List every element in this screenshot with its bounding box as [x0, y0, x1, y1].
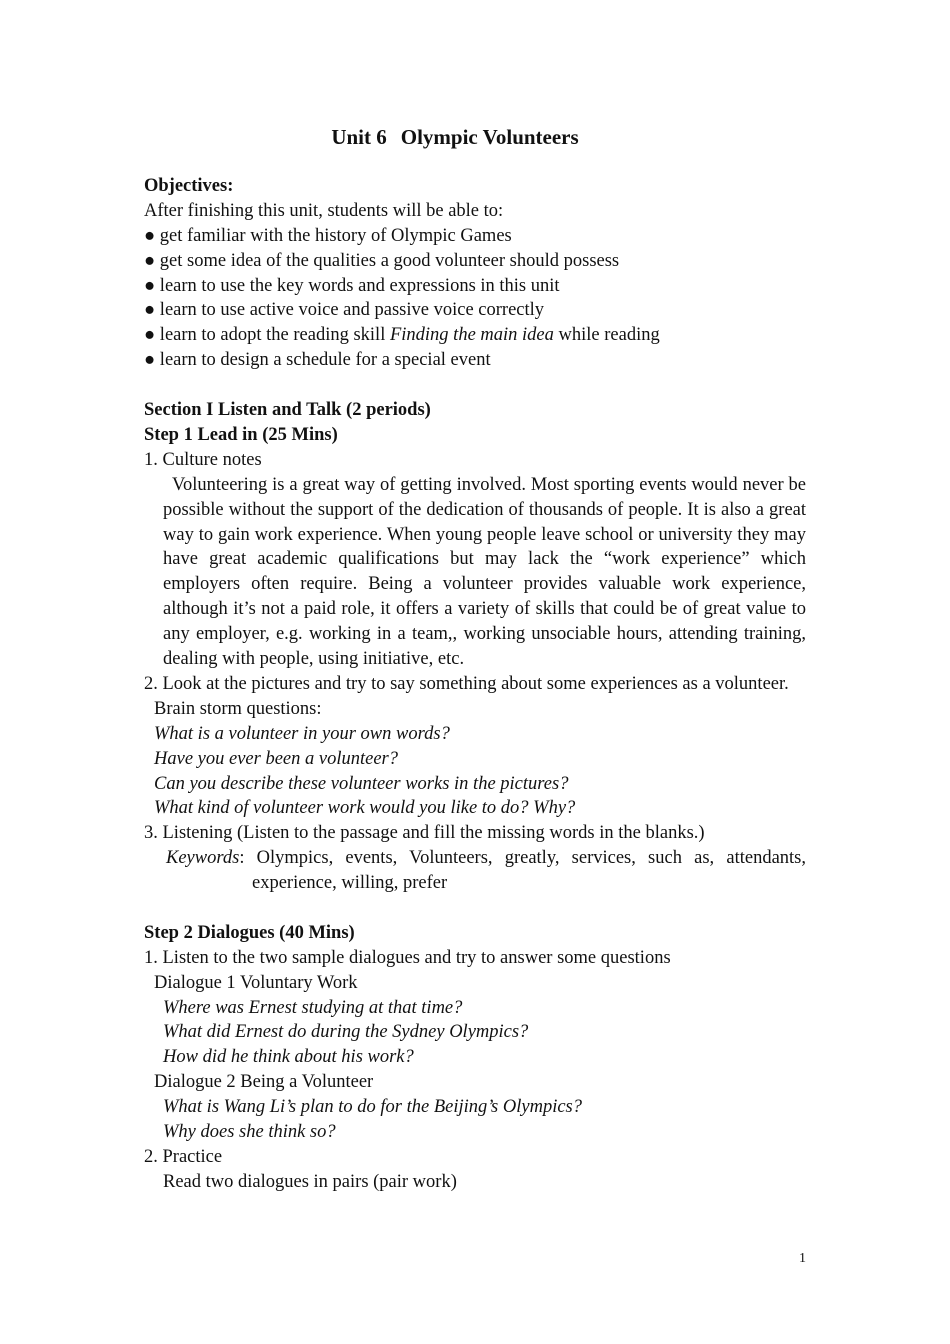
- objective-item: ● get familiar with the history of Olympic Games: [144, 225, 512, 246]
- step2-heading: Step 2 Dialogues (40 Mins): [144, 922, 355, 943]
- brainstorm-question: [144, 747, 806, 772]
- objective-text: ● learn to adopt the reading skill: [144, 325, 390, 346]
- question-text: What is Wang Li’s plan to do for the Beijing’s Olympics?: [163, 1097, 583, 1118]
- dialogue-question: [144, 996, 806, 1021]
- unit-number: Unit 6: [331, 125, 387, 149]
- pictures-task: 2. Look at the pictures and try to say something about some experiences as a volunteer.: [144, 673, 789, 694]
- question-text: Where was Ernest studying at that time?: [163, 997, 463, 1018]
- dialogue-question: [144, 1095, 806, 1120]
- objective-item: ● learn to use the key words and expressions in this unit: [144, 275, 560, 296]
- keywords-line: [144, 846, 806, 896]
- objective-item: ● get some idea of the qualities a good volunteer should possess: [144, 250, 620, 271]
- practice-text: Read two dialogues in pairs (pair work): [163, 1171, 457, 1192]
- dialogue-question: [144, 1120, 806, 1145]
- question-text: How did he think about his work?: [163, 1047, 414, 1068]
- question-text: What kind of volunteer work would you like to do? Why?: [154, 798, 576, 819]
- dialogue2-title: Dialogue 2 Being a Volunteer: [154, 1072, 374, 1093]
- question-text: What did Ernest do during the Sydney Olympics?: [163, 1022, 529, 1043]
- keywords-list: : Olympics, events, Volunteers, greatly, services, such as, attendants, experience, willing, prefer: [239, 848, 806, 894]
- objective-item: [144, 323, 806, 348]
- question-text: Why does she think so?: [163, 1122, 336, 1143]
- step1-heading: Step 1 Lead in (25 Mins): [144, 424, 338, 445]
- page-number: 1: [799, 1251, 806, 1266]
- culture-notes-text: Volunteering is a great way of getting involved. Most sporting events would never be possible without the support of the dedication of thousands of people. It is also a great way to gain work experience. When young people leave school or university they may have great academic qualifications but may lack the “work experience” which employers often require. Being a volunteer provides valuable work experience, although it’s not a paid role, it offers a variety of skills that could be of great value to any employer, e.g. working in a team,, working unsociable hours, attending training, dealing with people, using initiative, etc.: [163, 474, 806, 670]
- keywords-label: Keywords: [166, 848, 240, 869]
- question-text: Have you ever been a volunteer?: [154, 748, 398, 769]
- question-text: Can you describe these volunteer works in the pictures?: [154, 773, 569, 794]
- dialogues-task: 1. Listen to the two sample dialogues and try to answer some questions: [144, 947, 671, 968]
- section-heading: Section I Listen and Talk (2 periods): [144, 400, 431, 421]
- practice-heading: 2. Practice: [144, 1146, 223, 1167]
- unit-title: [0, 124, 910, 150]
- document-body: [144, 174, 806, 1195]
- dialogue1-title: Dialogue 1 Voluntary Work: [154, 972, 358, 993]
- reading-skill-name: Finding the main idea: [389, 325, 554, 346]
- objective-text: while reading: [553, 325, 660, 346]
- objective-item: ● learn to design a schedule for a special event: [144, 350, 491, 371]
- culture-notes-heading: 1. Culture notes: [144, 449, 262, 470]
- question-text: What is a volunteer in your own words?: [154, 723, 450, 744]
- brainstorm-question: [144, 772, 806, 797]
- dialogue-question: [144, 1045, 806, 1070]
- objectives-intro: After finishing this unit, students will be able to:: [144, 200, 504, 221]
- brainstorm-question: [144, 796, 806, 821]
- listening-task: 3. Listening (Listen to the passage and fill the missing words in the blanks.): [144, 823, 705, 844]
- dialogue-question: [144, 1020, 806, 1045]
- brainstorm-label: Brain storm questions:: [154, 698, 322, 719]
- objective-item: ● learn to use active voice and passive voice correctly: [144, 300, 545, 321]
- objectives-heading: Objectives:: [144, 176, 234, 196]
- brainstorm-question: [144, 722, 806, 747]
- unit-name: Olympic Volunteers: [400, 125, 579, 149]
